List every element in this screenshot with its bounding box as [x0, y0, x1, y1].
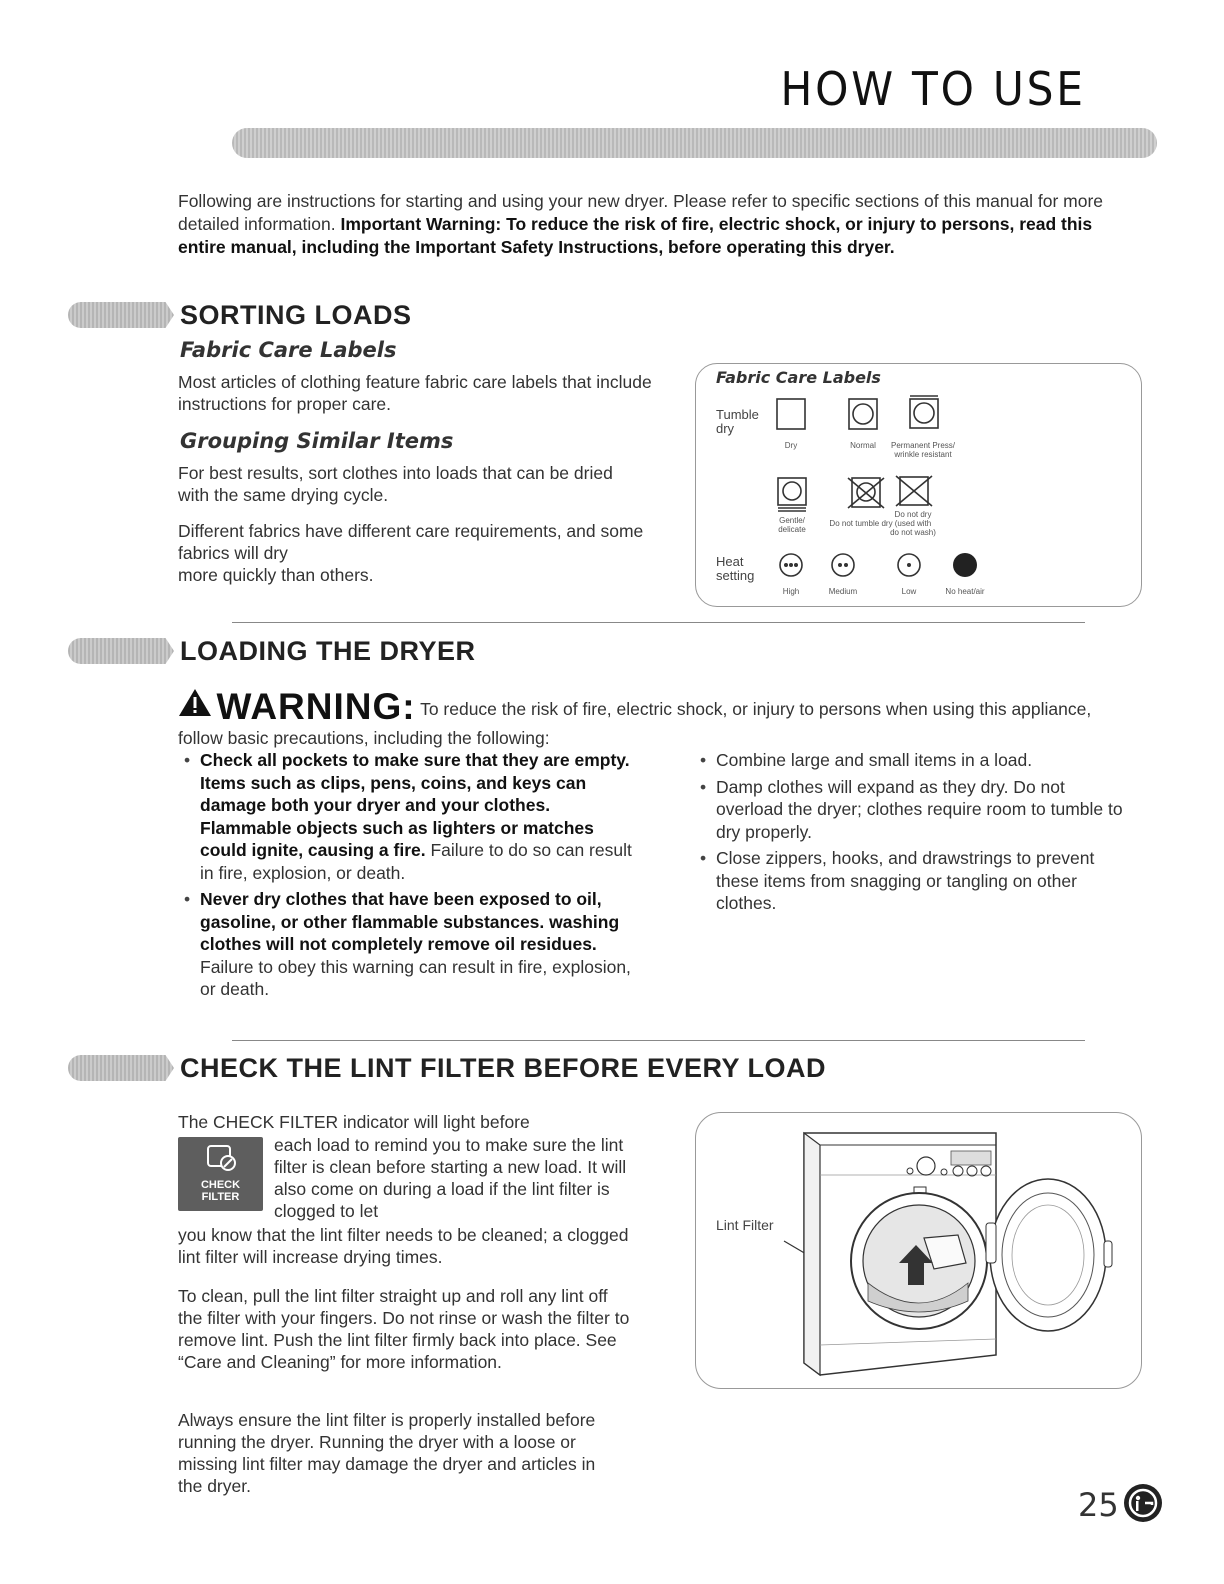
section-loading-the-dryer — [68, 635, 476, 667]
heat-low-icon — [896, 552, 922, 578]
heat-caption: Medium — [828, 587, 858, 596]
check-filter-indicator — [178, 1137, 263, 1211]
warning-triangle-icon — [178, 687, 212, 717]
page-title: HOW TO USE — [780, 62, 1086, 116]
tumble-permanent-press-symbol-icon — [908, 394, 940, 430]
check-filter-label: CHECK FILTER — [200, 1179, 241, 1203]
grouping-text-2: Different fabrics have different care requirements, and some fabrics will dry more quickly than others. — [178, 521, 644, 585]
subheading-fabric-care: Fabric Care Labels — [180, 338, 397, 362]
header-bar — [232, 128, 1157, 158]
symbol-caption: Do not dry (used with do not wash) — [890, 510, 936, 537]
chart-title: Fabric Care Labels — [716, 368, 881, 387]
lint-text-wrapped: each load to remind you to make sure the lint filter is clean before starting a new load. It will also come on during a load if the lint filter is clogged to let — [274, 1135, 627, 1221]
list-item: • Damp clothes will expand as they dry. Do not overload the dryer; clothes require room to tumble to dry properly. — [696, 776, 1136, 844]
section-check-lint-filter — [68, 1052, 826, 1084]
lint-text-first-line: The CHECK FILTER indicator will light before — [178, 1112, 530, 1132]
section-title: LOADING THE DRYER — [180, 635, 476, 666]
heat-caption: No heat/air — [945, 587, 985, 596]
tumble-dry-symbol-icon — [776, 398, 806, 430]
warning-statement — [178, 686, 1123, 749]
do-not-dry-symbol-icon — [894, 474, 934, 508]
divider — [232, 622, 1085, 623]
dryer-illustration — [695, 1112, 1142, 1389]
lint-text-rest: you know that the lint filter needs to be cleaned; a clogged lint filter will increase drying times. — [178, 1225, 629, 1267]
dryer-drawing-icon — [696, 1113, 1143, 1390]
section-tab-marker — [68, 302, 174, 328]
symbol-caption: Do not tumble dry — [829, 519, 893, 528]
symbol-caption: Normal — [850, 441, 876, 450]
subheading-grouping: Grouping Similar Items — [180, 429, 454, 453]
heat-setting-label: Heat setting — [716, 554, 755, 583]
lint-text-cleaning: To clean, pull the lint filter straight up and roll any lint off the filter with your fingers. Do not rinse or wash the filter to remove lint. Push the lint filter firmly back into place. See “Care and Cleaning” for more information. — [178, 1286, 630, 1372]
list-item: • Combine large and small items in a load. — [696, 749, 1136, 772]
list-item: • Close zippers, hooks, and drawstrings to prevent these items from snagging or tangling on other clothes. — [696, 847, 1136, 915]
loading-bullets-left — [180, 749, 635, 1005]
list-item: • Check all pockets to make sure that they are empty. Items such as clips, pens, coins, and keys can damage both your dryer and your clothes. Flammable objects such as lighters or matches could ignite, causing a fire. Failure to do so can result in fire, explosion, or death. — [180, 749, 635, 884]
filter-icon — [204, 1143, 238, 1173]
warning-word: WARNING: — [216, 686, 416, 727]
warning-text: To reduce the risk of fire, electric shock, or injury to persons when using this appliance, follow basic precautions, including the following: — [178, 699, 1092, 748]
intro-warning: Important Warning: To reduce the risk of fire, electric shock, or injury to persons, read this entire manual, including the Important Safety Instructions, before operating this dryer. — [178, 214, 1093, 257]
fabric-care-label-chart — [695, 363, 1142, 607]
tumble-normal-symbol-icon — [848, 398, 878, 430]
page-number: 25 — [1078, 1486, 1119, 1524]
divider — [232, 1040, 1085, 1041]
heat-caption: High — [782, 587, 800, 596]
intro-text: Following are instructions for starting and using your new dryer. Please refer to specific sections of this manual for more detailed information. — [178, 191, 1104, 234]
heat-medium-icon — [830, 552, 856, 578]
section-tab-marker — [68, 638, 174, 664]
do-not-tumble-dry-symbol-icon — [846, 476, 886, 510]
section-tab-marker — [68, 1055, 174, 1081]
intro-paragraph — [178, 190, 1103, 259]
heat-high-icon — [778, 552, 804, 578]
lint-text-ensure: Always ensure the lint filter is properly installed before running the dryer. Running the dryer with a loose or missing lint filter may damage the dryer and articles in the dryer. — [178, 1410, 596, 1496]
tumble-gentle-symbol-icon — [776, 476, 808, 512]
grouping-text-1: For best results, sort clothes into loads that can be dried with the same drying cycle. — [178, 463, 613, 505]
tumble-dry-label: Tumble dry — [716, 407, 759, 436]
symbol-caption: Gentle/ delicate — [778, 516, 806, 534]
symbol-caption: Permanent Press/ wrinkle resistant — [890, 441, 956, 459]
lg-logo-icon — [1123, 1483, 1163, 1523]
section-sorting-loads — [68, 299, 412, 331]
loading-bullets-right — [696, 749, 1136, 919]
symbol-caption: Dry — [784, 441, 798, 450]
heat-none-icon — [952, 552, 978, 578]
list-item: • Never dry clothes that have been exposed to oil, gasoline, or other flammable substances. washing clothes will not completely remove oil residues. Failure to obey this warning can result in fire, explosion, or death. — [180, 888, 635, 1001]
fabric-care-text: Most articles of clothing feature fabric care labels that include instructions for proper care. — [178, 372, 652, 414]
section-title: CHECK THE LINT FILTER BEFORE EVERY LOAD — [180, 1052, 827, 1083]
section-title: SORTING LOADS — [180, 299, 412, 330]
lint-filter-callout: Lint Filter — [716, 1217, 774, 1233]
heat-caption: Low — [901, 587, 917, 596]
